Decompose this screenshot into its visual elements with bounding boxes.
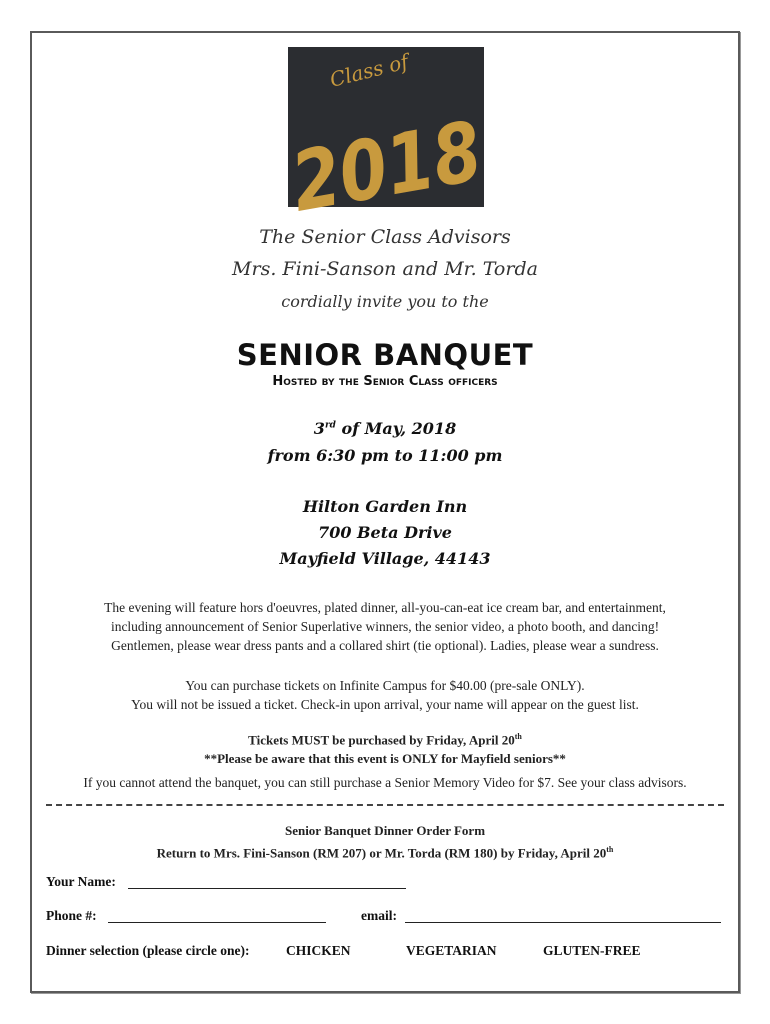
order-form-header — [0, 821, 770, 862]
invitation-line-3: cordially invite you to the — [281, 292, 489, 311]
event-date-rest: of May, 2018 — [335, 419, 457, 438]
ticket-line-2: You will not be issued a ticket. Check-in upon arrival, your name will appear on the guest list. — [131, 697, 639, 712]
option-gluten-free[interactable]: GLUTEN-FREE — [543, 943, 641, 958]
seniors-only-notice: **Please be aware that this event is ONLY for Mayfield seniors** — [204, 751, 566, 767]
email-field[interactable] — [405, 922, 721, 923]
event-street: 700 Beta Drive — [318, 523, 452, 542]
deadline-suffix: th — [514, 732, 522, 741]
details-line-1: The evening will feature hors d'oeuvres, plated dinner, all-you-can-eat ice cream bar, and entertainment, — [104, 600, 666, 615]
deadline-paragraph — [40, 727, 730, 768]
logo-line1: Class of — [327, 49, 411, 92]
details-paragraph — [40, 598, 730, 655]
cut-line — [46, 804, 724, 806]
ticket-paragraph — [40, 676, 730, 714]
event-date-suffix: rd — [324, 420, 336, 431]
deadline-line — [40, 727, 730, 749]
order-form-return-text: Return to Mrs. Fini-Sanson (RM 207) or Mr. Torda (RM 180) by Friday, April 20 — [156, 845, 607, 861]
ticket-line-1: You can purchase tickets on Infinite Campus for $40.00 (pre-sale ONLY). — [185, 678, 585, 693]
phone-label: Phone #: — [46, 908, 97, 923]
name-label: Your Name: — [46, 874, 116, 889]
event-city: Mayfield Village, 44143 — [279, 549, 491, 568]
option-chicken[interactable]: CHICKEN — [286, 943, 351, 958]
event-venue: Hilton Garden Inn — [302, 497, 468, 516]
memory-video-note: If you cannot attend the banquet, you can still purchase a Senior Memory Video for $7. See your class advisors. — [83, 775, 687, 790]
event-title: SENIOR BANQUET — [236, 338, 534, 372]
order-form-return — [0, 840, 770, 862]
event-date — [0, 419, 770, 438]
event-date-day: 3 — [313, 419, 325, 438]
invitation-line-1: The Senior Class Advisors — [259, 226, 511, 248]
option-vegetarian[interactable]: VEGETARIAN — [406, 943, 497, 958]
email-label: email: — [361, 908, 397, 923]
order-form-title: Senior Banquet Dinner Order Form — [284, 823, 486, 838]
deadline-text: Tickets MUST be purchased by Friday, April 20 — [248, 732, 515, 748]
details-line-2: including announcement of Senior Superlative winners, the senior video, a photo booth, and dancing! — [110, 619, 660, 634]
order-form-return-suffix: th — [606, 845, 614, 854]
details-line-3: Gentlemen, please wear dress pants and a collared shirt (tie optional). Ladies, please wear a sundress. — [111, 638, 659, 653]
event-time: from 6:30 pm to 11:00 pm — [267, 446, 503, 465]
event-subtitle: Hosted by the Senior Class officers — [272, 374, 498, 389]
invitation-line-2: Mrs. Fini-Sanson and Mr. Torda — [232, 258, 538, 280]
name-field[interactable] — [128, 888, 406, 889]
class-of-2018-logo — [285, 47, 527, 231]
phone-field[interactable] — [108, 922, 326, 923]
dinner-selection-label: Dinner selection (please circle one): — [46, 943, 250, 958]
logo-line2: 2018 — [285, 97, 527, 231]
